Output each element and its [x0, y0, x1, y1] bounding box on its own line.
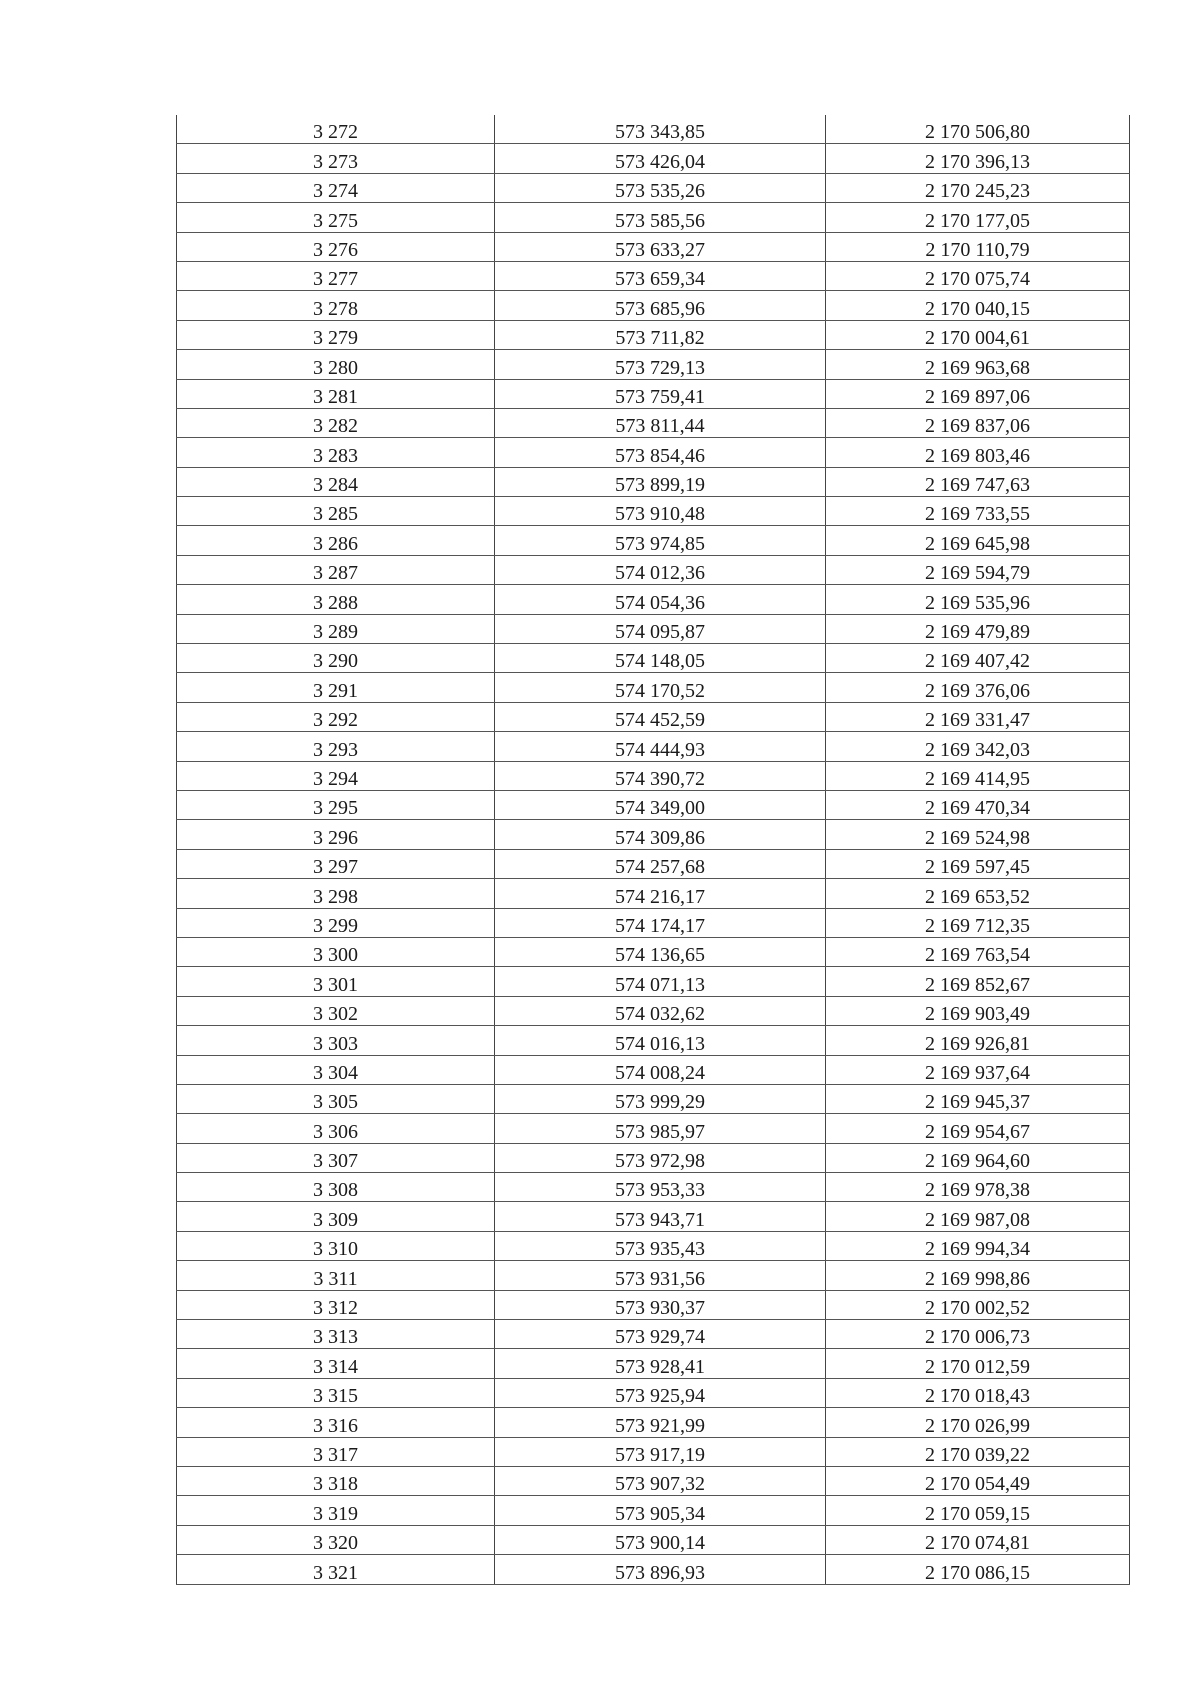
y-coordinate-cell: 2 169 852,67	[826, 967, 1130, 996]
x-coordinate-cell: 573 585,56	[495, 203, 826, 232]
x-coordinate-cell: 574 216,17	[495, 879, 826, 908]
y-coordinate-cell: 2 169 653,52	[826, 879, 1130, 908]
y-coordinate-cell: 2 169 645,98	[826, 526, 1130, 555]
point-number-cell: 3 306	[177, 1114, 495, 1143]
table-row	[177, 1525, 1130, 1554]
x-coordinate-cell: 574 257,68	[495, 849, 826, 878]
y-coordinate-cell: 2 169 964,60	[826, 1143, 1130, 1172]
x-coordinate-cell: 573 426,04	[495, 144, 826, 173]
point-number-cell: 3 317	[177, 1437, 495, 1466]
x-coordinate-cell: 574 032,62	[495, 996, 826, 1025]
x-coordinate-cell: 574 390,72	[495, 761, 826, 790]
x-coordinate-cell: 573 935,43	[495, 1231, 826, 1260]
table-row	[177, 1320, 1130, 1349]
y-coordinate-cell: 2 170 506,80	[826, 115, 1130, 144]
point-number-cell: 3 280	[177, 350, 495, 379]
point-number-cell: 3 321	[177, 1555, 495, 1584]
point-number-cell: 3 312	[177, 1290, 495, 1319]
y-coordinate-cell: 2 169 407,42	[826, 644, 1130, 673]
x-coordinate-cell: 574 012,36	[495, 555, 826, 584]
point-number-cell: 3 273	[177, 144, 495, 173]
y-coordinate-cell: 2 169 763,54	[826, 937, 1130, 966]
table-row	[177, 203, 1130, 232]
table-row	[177, 379, 1130, 408]
table-row	[177, 1496, 1130, 1525]
point-number-cell: 3 293	[177, 732, 495, 761]
point-number-cell: 3 308	[177, 1173, 495, 1202]
y-coordinate-cell: 2 170 026,99	[826, 1408, 1130, 1437]
y-coordinate-cell: 2 169 978,38	[826, 1173, 1130, 1202]
point-number-cell: 3 313	[177, 1320, 495, 1349]
table-row	[177, 438, 1130, 467]
y-coordinate-cell: 2 170 086,15	[826, 1555, 1130, 1584]
y-coordinate-cell: 2 169 903,49	[826, 996, 1130, 1025]
point-number-cell: 3 304	[177, 1055, 495, 1084]
table-row	[177, 232, 1130, 261]
x-coordinate-cell: 574 349,00	[495, 790, 826, 819]
table-row	[177, 1555, 1130, 1584]
y-coordinate-cell: 2 169 994,34	[826, 1231, 1130, 1260]
point-number-cell: 3 309	[177, 1202, 495, 1231]
y-coordinate-cell: 2 170 059,15	[826, 1496, 1130, 1525]
x-coordinate-cell: 573 729,13	[495, 350, 826, 379]
point-number-cell: 3 307	[177, 1143, 495, 1172]
y-coordinate-cell: 2 169 926,81	[826, 1026, 1130, 1055]
x-coordinate-cell: 574 054,36	[495, 585, 826, 614]
table-row	[177, 996, 1130, 1025]
point-number-cell: 3 318	[177, 1466, 495, 1495]
point-number-cell: 3 300	[177, 937, 495, 966]
y-coordinate-cell: 2 170 396,13	[826, 144, 1130, 173]
table-row	[177, 291, 1130, 320]
point-number-cell: 3 292	[177, 702, 495, 731]
point-number-cell: 3 281	[177, 379, 495, 408]
point-number-cell: 3 288	[177, 585, 495, 614]
point-number-cell: 3 298	[177, 879, 495, 908]
y-coordinate-cell: 2 169 594,79	[826, 555, 1130, 584]
point-number-cell: 3 283	[177, 438, 495, 467]
x-coordinate-cell: 574 444,93	[495, 732, 826, 761]
x-coordinate-cell: 574 452,59	[495, 702, 826, 731]
x-coordinate-cell: 573 711,82	[495, 320, 826, 349]
table-row	[177, 1026, 1130, 1055]
x-coordinate-cell: 574 095,87	[495, 614, 826, 643]
y-coordinate-cell: 2 169 342,03	[826, 732, 1130, 761]
table-row	[177, 1173, 1130, 1202]
point-number-cell: 3 319	[177, 1496, 495, 1525]
x-coordinate-cell: 573 343,85	[495, 115, 826, 144]
point-number-cell: 3 278	[177, 291, 495, 320]
table-row	[177, 1437, 1130, 1466]
point-number-cell: 3 277	[177, 261, 495, 290]
table-row	[177, 320, 1130, 349]
point-number-cell: 3 289	[177, 614, 495, 643]
coordinates-table	[176, 115, 1130, 1585]
x-coordinate-cell: 573 930,37	[495, 1290, 826, 1319]
table-row	[177, 585, 1130, 614]
y-coordinate-cell: 2 169 937,64	[826, 1055, 1130, 1084]
x-coordinate-cell: 573 925,94	[495, 1378, 826, 1407]
x-coordinate-cell: 573 633,27	[495, 232, 826, 261]
table-row	[177, 820, 1130, 849]
x-coordinate-cell: 574 071,13	[495, 967, 826, 996]
y-coordinate-cell: 2 170 040,15	[826, 291, 1130, 320]
point-number-cell: 3 316	[177, 1408, 495, 1437]
point-number-cell: 3 276	[177, 232, 495, 261]
y-coordinate-cell: 2 170 074,81	[826, 1525, 1130, 1554]
point-number-cell: 3 275	[177, 203, 495, 232]
x-coordinate-cell: 573 929,74	[495, 1320, 826, 1349]
x-coordinate-cell: 573 974,85	[495, 526, 826, 555]
table-row	[177, 1349, 1130, 1378]
y-coordinate-cell: 2 169 470,34	[826, 790, 1130, 819]
x-coordinate-cell: 573 535,26	[495, 173, 826, 202]
table-row	[177, 732, 1130, 761]
point-number-cell: 3 320	[177, 1525, 495, 1554]
point-number-cell: 3 279	[177, 320, 495, 349]
point-number-cell: 3 284	[177, 467, 495, 496]
table-row	[177, 261, 1130, 290]
x-coordinate-cell: 573 943,71	[495, 1202, 826, 1231]
table-row	[177, 879, 1130, 908]
x-coordinate-cell: 574 148,05	[495, 644, 826, 673]
x-coordinate-cell: 573 899,19	[495, 467, 826, 496]
point-number-cell: 3 294	[177, 761, 495, 790]
y-coordinate-cell: 2 169 479,89	[826, 614, 1130, 643]
x-coordinate-cell: 573 910,48	[495, 497, 826, 526]
x-coordinate-cell: 574 174,17	[495, 908, 826, 937]
x-coordinate-cell: 573 811,44	[495, 408, 826, 437]
point-number-cell: 3 295	[177, 790, 495, 819]
point-number-cell: 3 272	[177, 115, 495, 144]
table-row	[177, 526, 1130, 555]
table-row	[177, 144, 1130, 173]
point-number-cell: 3 290	[177, 644, 495, 673]
point-number-cell: 3 311	[177, 1261, 495, 1290]
x-coordinate-cell: 573 972,98	[495, 1143, 826, 1172]
table-row	[177, 849, 1130, 878]
y-coordinate-cell: 2 169 733,55	[826, 497, 1130, 526]
x-coordinate-cell: 573 917,19	[495, 1437, 826, 1466]
x-coordinate-cell: 573 685,96	[495, 291, 826, 320]
y-coordinate-cell: 2 170 006,73	[826, 1320, 1130, 1349]
table-row	[177, 908, 1130, 937]
point-number-cell: 3 282	[177, 408, 495, 437]
y-coordinate-cell: 2 169 414,95	[826, 761, 1130, 790]
y-coordinate-cell: 2 169 535,96	[826, 585, 1130, 614]
point-number-cell: 3 296	[177, 820, 495, 849]
table-row	[177, 1202, 1130, 1231]
y-coordinate-cell: 2 169 954,67	[826, 1114, 1130, 1143]
table-row	[177, 1231, 1130, 1260]
y-coordinate-cell: 2 169 597,45	[826, 849, 1130, 878]
x-coordinate-cell: 574 136,65	[495, 937, 826, 966]
table-row	[177, 1408, 1130, 1437]
y-coordinate-cell: 2 170 177,05	[826, 203, 1130, 232]
x-coordinate-cell: 573 928,41	[495, 1349, 826, 1378]
y-coordinate-cell: 2 169 963,68	[826, 350, 1130, 379]
table-row	[177, 115, 1130, 144]
y-coordinate-cell: 2 170 002,52	[826, 1290, 1130, 1319]
table-row	[177, 1114, 1130, 1143]
table-row	[177, 937, 1130, 966]
table-row	[177, 1466, 1130, 1495]
table-row	[177, 1261, 1130, 1290]
y-coordinate-cell: 2 169 897,06	[826, 379, 1130, 408]
x-coordinate-cell: 573 900,14	[495, 1525, 826, 1554]
point-number-cell: 3 291	[177, 673, 495, 702]
x-coordinate-cell: 573 907,32	[495, 1466, 826, 1495]
y-coordinate-cell: 2 170 110,79	[826, 232, 1130, 261]
point-number-cell: 3 314	[177, 1349, 495, 1378]
y-coordinate-cell: 2 170 075,74	[826, 261, 1130, 290]
x-coordinate-cell: 574 008,24	[495, 1055, 826, 1084]
table-row	[177, 967, 1130, 996]
y-coordinate-cell: 2 169 747,63	[826, 467, 1130, 496]
x-coordinate-cell: 574 170,52	[495, 673, 826, 702]
point-number-cell: 3 315	[177, 1378, 495, 1407]
point-number-cell: 3 297	[177, 849, 495, 878]
x-coordinate-cell: 573 854,46	[495, 438, 826, 467]
y-coordinate-cell: 2 169 331,47	[826, 702, 1130, 731]
y-coordinate-cell: 2 169 998,86	[826, 1261, 1130, 1290]
point-number-cell: 3 305	[177, 1084, 495, 1113]
table-row	[177, 702, 1130, 731]
table-row	[177, 555, 1130, 584]
table-row	[177, 644, 1130, 673]
y-coordinate-cell: 2 170 054,49	[826, 1466, 1130, 1495]
point-number-cell: 3 299	[177, 908, 495, 937]
table-row	[177, 497, 1130, 526]
x-coordinate-cell: 573 985,97	[495, 1114, 826, 1143]
y-coordinate-cell: 2 169 803,46	[826, 438, 1130, 467]
y-coordinate-cell: 2 169 376,06	[826, 673, 1130, 702]
x-coordinate-cell: 574 309,86	[495, 820, 826, 849]
y-coordinate-cell: 2 169 712,35	[826, 908, 1130, 937]
table-row	[177, 173, 1130, 202]
table-row	[177, 761, 1130, 790]
x-coordinate-cell: 573 999,29	[495, 1084, 826, 1113]
table-row	[177, 1378, 1130, 1407]
point-number-cell: 3 301	[177, 967, 495, 996]
x-coordinate-cell: 573 931,56	[495, 1261, 826, 1290]
point-number-cell: 3 287	[177, 555, 495, 584]
y-coordinate-cell: 2 170 039,22	[826, 1437, 1130, 1466]
table-body	[177, 115, 1130, 1584]
x-coordinate-cell: 574 016,13	[495, 1026, 826, 1055]
y-coordinate-cell: 2 170 018,43	[826, 1378, 1130, 1407]
table-row	[177, 1290, 1130, 1319]
x-coordinate-cell: 573 905,34	[495, 1496, 826, 1525]
table-row	[177, 614, 1130, 643]
table-row	[177, 350, 1130, 379]
table-row	[177, 1143, 1130, 1172]
table-row	[177, 408, 1130, 437]
x-coordinate-cell: 573 759,41	[495, 379, 826, 408]
table-row	[177, 790, 1130, 819]
point-number-cell: 3 302	[177, 996, 495, 1025]
table-row	[177, 467, 1130, 496]
table-row	[177, 673, 1130, 702]
y-coordinate-cell: 2 170 012,59	[826, 1349, 1130, 1378]
y-coordinate-cell: 2 170 245,23	[826, 173, 1130, 202]
y-coordinate-cell: 2 169 945,37	[826, 1084, 1130, 1113]
point-number-cell: 3 274	[177, 173, 495, 202]
point-number-cell: 3 285	[177, 497, 495, 526]
point-number-cell: 3 286	[177, 526, 495, 555]
y-coordinate-cell: 2 169 524,98	[826, 820, 1130, 849]
x-coordinate-cell: 573 953,33	[495, 1173, 826, 1202]
table-row	[177, 1055, 1130, 1084]
point-number-cell: 3 310	[177, 1231, 495, 1260]
table-row	[177, 1084, 1130, 1113]
x-coordinate-cell: 573 896,93	[495, 1555, 826, 1584]
point-number-cell: 3 303	[177, 1026, 495, 1055]
x-coordinate-cell: 573 921,99	[495, 1408, 826, 1437]
y-coordinate-cell: 2 169 837,06	[826, 408, 1130, 437]
y-coordinate-cell: 2 170 004,61	[826, 320, 1130, 349]
x-coordinate-cell: 573 659,34	[495, 261, 826, 290]
y-coordinate-cell: 2 169 987,08	[826, 1202, 1130, 1231]
